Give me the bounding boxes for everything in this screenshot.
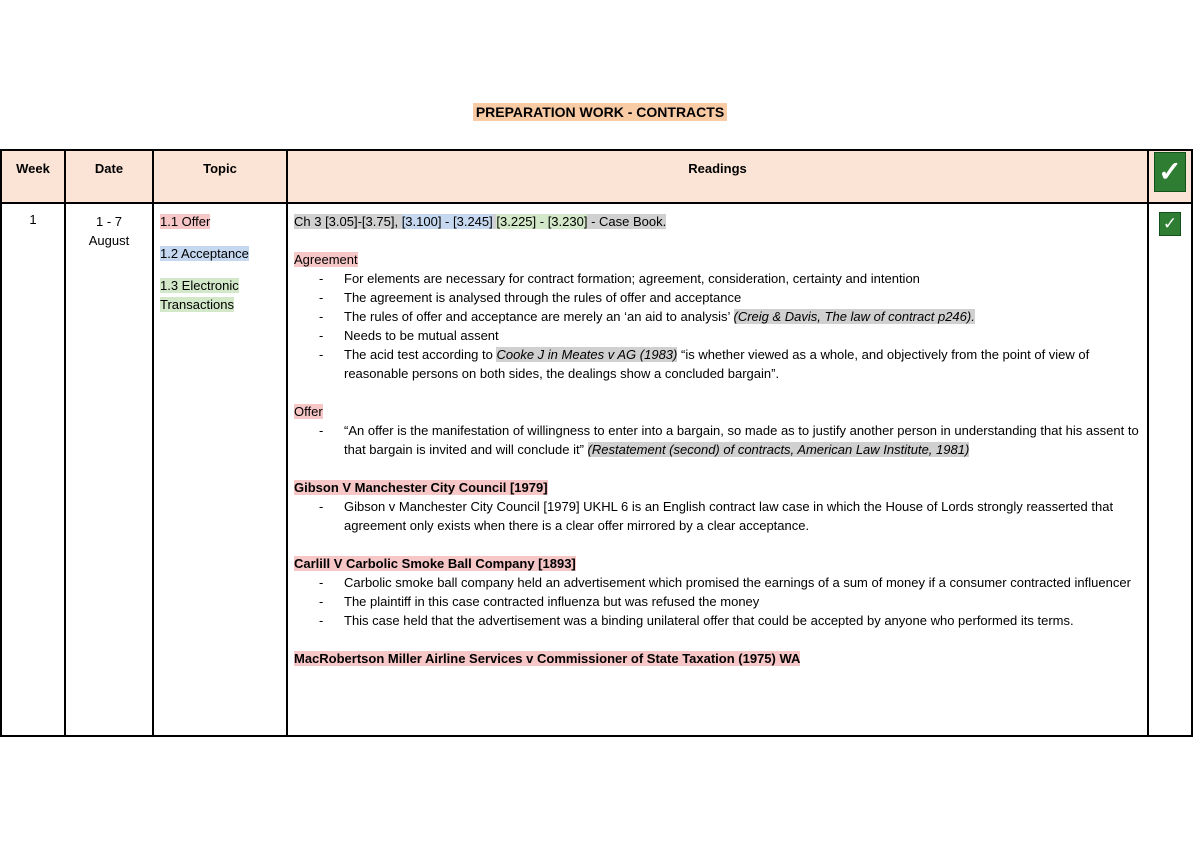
- check-cell: [1148, 203, 1192, 736]
- list-item: - Gibson v Manchester City Council [1979] UKHL 6 is an English contract law case in which the House of Lords strongly reasserted that agreement only exists when there is a clear offer mirrored by a clear acceptance.: [344, 497, 1141, 535]
- macrobertson-heading: MacRobertson Miller Airline Services v Commissioner of State Taxation (1975) WA: [294, 651, 801, 666]
- agreement-heading: Agreement: [294, 252, 358, 267]
- header-week: Week: [1, 150, 65, 203]
- page-title: [0, 104, 1200, 122]
- list-item: - For elements are necessary for contract formation; agreement, consideration, certainty and intention: [344, 269, 1141, 288]
- readings-cell: [287, 203, 1148, 736]
- week-cell: 1: [1, 203, 65, 736]
- gibson-list: [294, 497, 1141, 535]
- date-range: 1 - 7: [95, 214, 122, 229]
- gibson-heading: Gibson V Manchester City Council [1979]: [294, 480, 548, 495]
- carlill-list: [294, 573, 1141, 630]
- agreement-list: [294, 269, 1141, 383]
- header-topic: Topic: [153, 150, 287, 203]
- list-item: - Needs to be mutual assent: [344, 326, 1141, 345]
- topic-acceptance: 1.2 Acceptance: [160, 246, 249, 261]
- prep-table: [0, 149, 1193, 737]
- list-item: - Carbolic smoke ball company held an advertisement which promised the earnings of a sum of money if a consumer contracted influencer: [344, 573, 1141, 592]
- chapter-reference: Ch 3 [3.05]-[3.75], [3.100] - [3.245] [3.225] - [3.230] - Case Book.: [294, 214, 667, 229]
- table-row: [1, 203, 1192, 736]
- list-item: - This case held that the advertisement was a binding unilateral offer that could be accepted by anyone who performed its terms.: [344, 611, 1141, 630]
- page-title-text: PREPARATION WORK - CONTRACTS: [473, 103, 727, 121]
- header-readings: Readings: [287, 150, 1148, 203]
- date-month: August: [88, 233, 130, 248]
- list-item: - The rules of offer and acceptance are merely an ‘an aid to analysis’ (Creig & Davis, The law of contract p246).: [344, 307, 1141, 326]
- topic-transactions: Transactions: [160, 297, 234, 312]
- checkmark-icon: ✓: [1154, 152, 1186, 192]
- topic-electronic: 1.3 Electronic: [160, 278, 239, 293]
- header-date: Date: [65, 150, 153, 203]
- offer-heading: Offer: [294, 404, 323, 419]
- header-row: [1, 150, 1192, 203]
- list-item: - “An offer is the manifestation of willingness to enter into a bargain, so made as to justify another person in understanding that his assent to that bargain is invited and will conclude it” (Restatement (second) of contracts, American Law Institute, 1981): [344, 421, 1141, 459]
- list-item: - The plaintiff in this case contracted influenza but was refused the money: [344, 592, 1141, 611]
- header-check-cell: [1148, 150, 1192, 203]
- topic-cell: [153, 203, 287, 736]
- list-item: - The acid test according to Cooke J in Meates v AG (1983) “is whether viewed as a whole, and objectively from the point of view of reasonable persons on both sides, the dealings show a concluded bargain”.: [344, 345, 1141, 383]
- topic-offer: 1.1 Offer: [160, 214, 211, 229]
- carlill-heading: Carlill V Carbolic Smoke Ball Company [1893]: [294, 556, 576, 571]
- offer-list: [294, 421, 1141, 459]
- checkmark-icon: ✓: [1159, 212, 1181, 236]
- date-cell: [65, 203, 153, 736]
- list-item: - The agreement is analysed through the rules of offer and acceptance: [344, 288, 1141, 307]
